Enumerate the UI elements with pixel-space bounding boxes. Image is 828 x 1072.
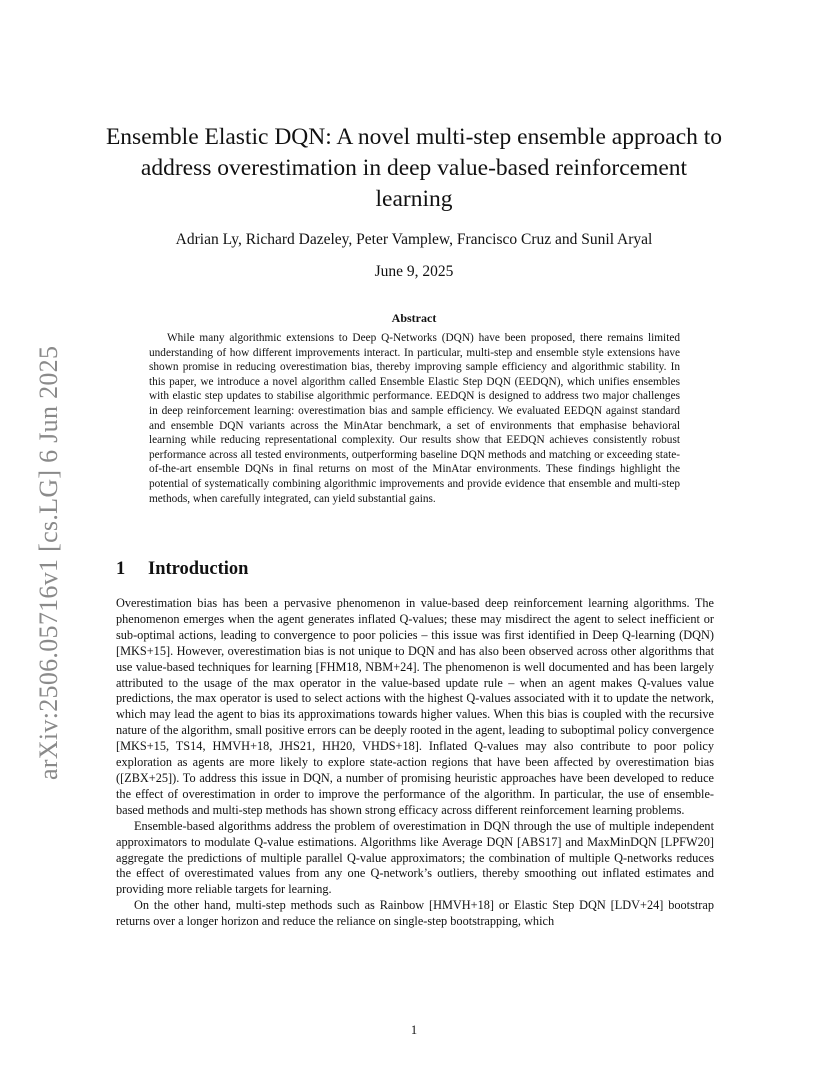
page-number: 1 (410, 1023, 418, 1037)
abstract-heading: Abstract (391, 311, 437, 325)
paragraph: On the other hand, multi-step methods such as Rainbow [HMVH+18] or Elastic Step DQN [LDV+24] bootstrap returns over a longer horizon and reduce the reliance on single-step bootstrapping, which (116, 898, 714, 929)
paper-title: Ensemble Elastic DQN: A novel multi-step ensemble approach to address overestimation in deep value-based reinforcement learning (105, 124, 723, 212)
publication-date: June 9, 2025 (374, 263, 454, 280)
paragraph: Ensemble-based algorithms address the problem of overestimation in DQN through the use of multiple independent approximators to modulate Q-value estimations. Algorithms like Average DQN [ABS17] and MaxMinDQN [LPFW20] aggregate the predictions of multiple parallel Q-value approximators; the combination of multiple Q-networks reduces the effect of overestimated values from any one Q-network’s outliers, thereby smoothing out inflated estimates and providing more reliable targets for learning. (116, 818, 714, 897)
paragraph: Overestimation bias has been a pervasive phenomenon in value-based deep reinforcement learning algorithms. The phenomenon emerges when the agent generates inflated Q-values; these may misdirect the agent to select inefficient or sub-optimal actions, leading to convergence to poor policies – this issue was first identified in Deep Q-learning (DQN) [MKS+15]. However, overestimation bias is not unique to DQN and has also been observed across other algorithms that use value-based techniques for learning [FHM18, NBM+24]. The phenomenon is well documented and has been largely attributed to the usage of the max operator in the value-based update rule – when an agent makes Q-values value predictions, the max operator is used to select actions with the highest Q-values associated with it to update the network, which may lead the agent to bias its approximations towards higher values. When this bias is coupled with the recursive nature of the algorithm, small positive errors can be deeply rooted in the agent, leading to suboptimal policy convergence [MKS+15, TS14, HMVH+18, JHS21, HH20, VHDS+18]. Inflated Q-values may also contribute to poor policy exploration as agents are more likely to explore state-action regions that have been affected by overestimation bias ([ZBX+25]). To address this issue in DQN, a number of promising heuristic approaches have been developed to reduce the effect of overestimation in order to improve the performance of the algorithm. In particular, the use of ensemble-based methods and multi-step methods has shown strong efficacy across different reinforcement learning problems. (116, 596, 714, 817)
introduction-body (116, 596, 714, 930)
abstract-body: While many algorithmic extensions to Deep Q-Networks (DQN) have been proposed, there remains limited understanding of how different improvements interact. In particular, multi-step and ensemble style extensions have shown promise in reducing overestimation bias, thereby improving sample efficiency and algorithmic stability. In this paper, we introduce a novel algorithm called Ensemble Elastic Step DQN (EEDQN), which unifies ensembles with elastic step updates to stabilise algorithmic performance. EEDQN is designed to address two major challenges in deep reinforcement learning: overestimation bias and sample efficiency. We evaluated EEDQN against standard and ensemble DQN variants across the MinAtar benchmark, a set of environments that emphasise behavioral learning while reducing representational complexity. Our results show that EEDQN achieves consistently robust performance across all tested environments, outperforming baseline DQN methods and matching or exceeding state-of-the-art ensemble DQNs in final returns on most of the MinAtar environments. These findings highlight the potential of systematically combining algorithmic improvements and provide evidence that ensemble and multi-step methods, when carefully integrated, can yield substantial gains. (149, 332, 680, 505)
author-list: Adrian Ly, Richard Dazeley, Peter Vamplew, Francisco Cruz and Sunil Aryal (175, 231, 653, 248)
section-heading-introduction (116, 559, 248, 580)
arxiv-identifier-stamp: arXiv:2506.05716v1 [cs.LG] 6 Jun 2025 (34, 345, 63, 780)
section-title: Introduction (148, 559, 249, 579)
section-number: 1 (116, 559, 126, 579)
